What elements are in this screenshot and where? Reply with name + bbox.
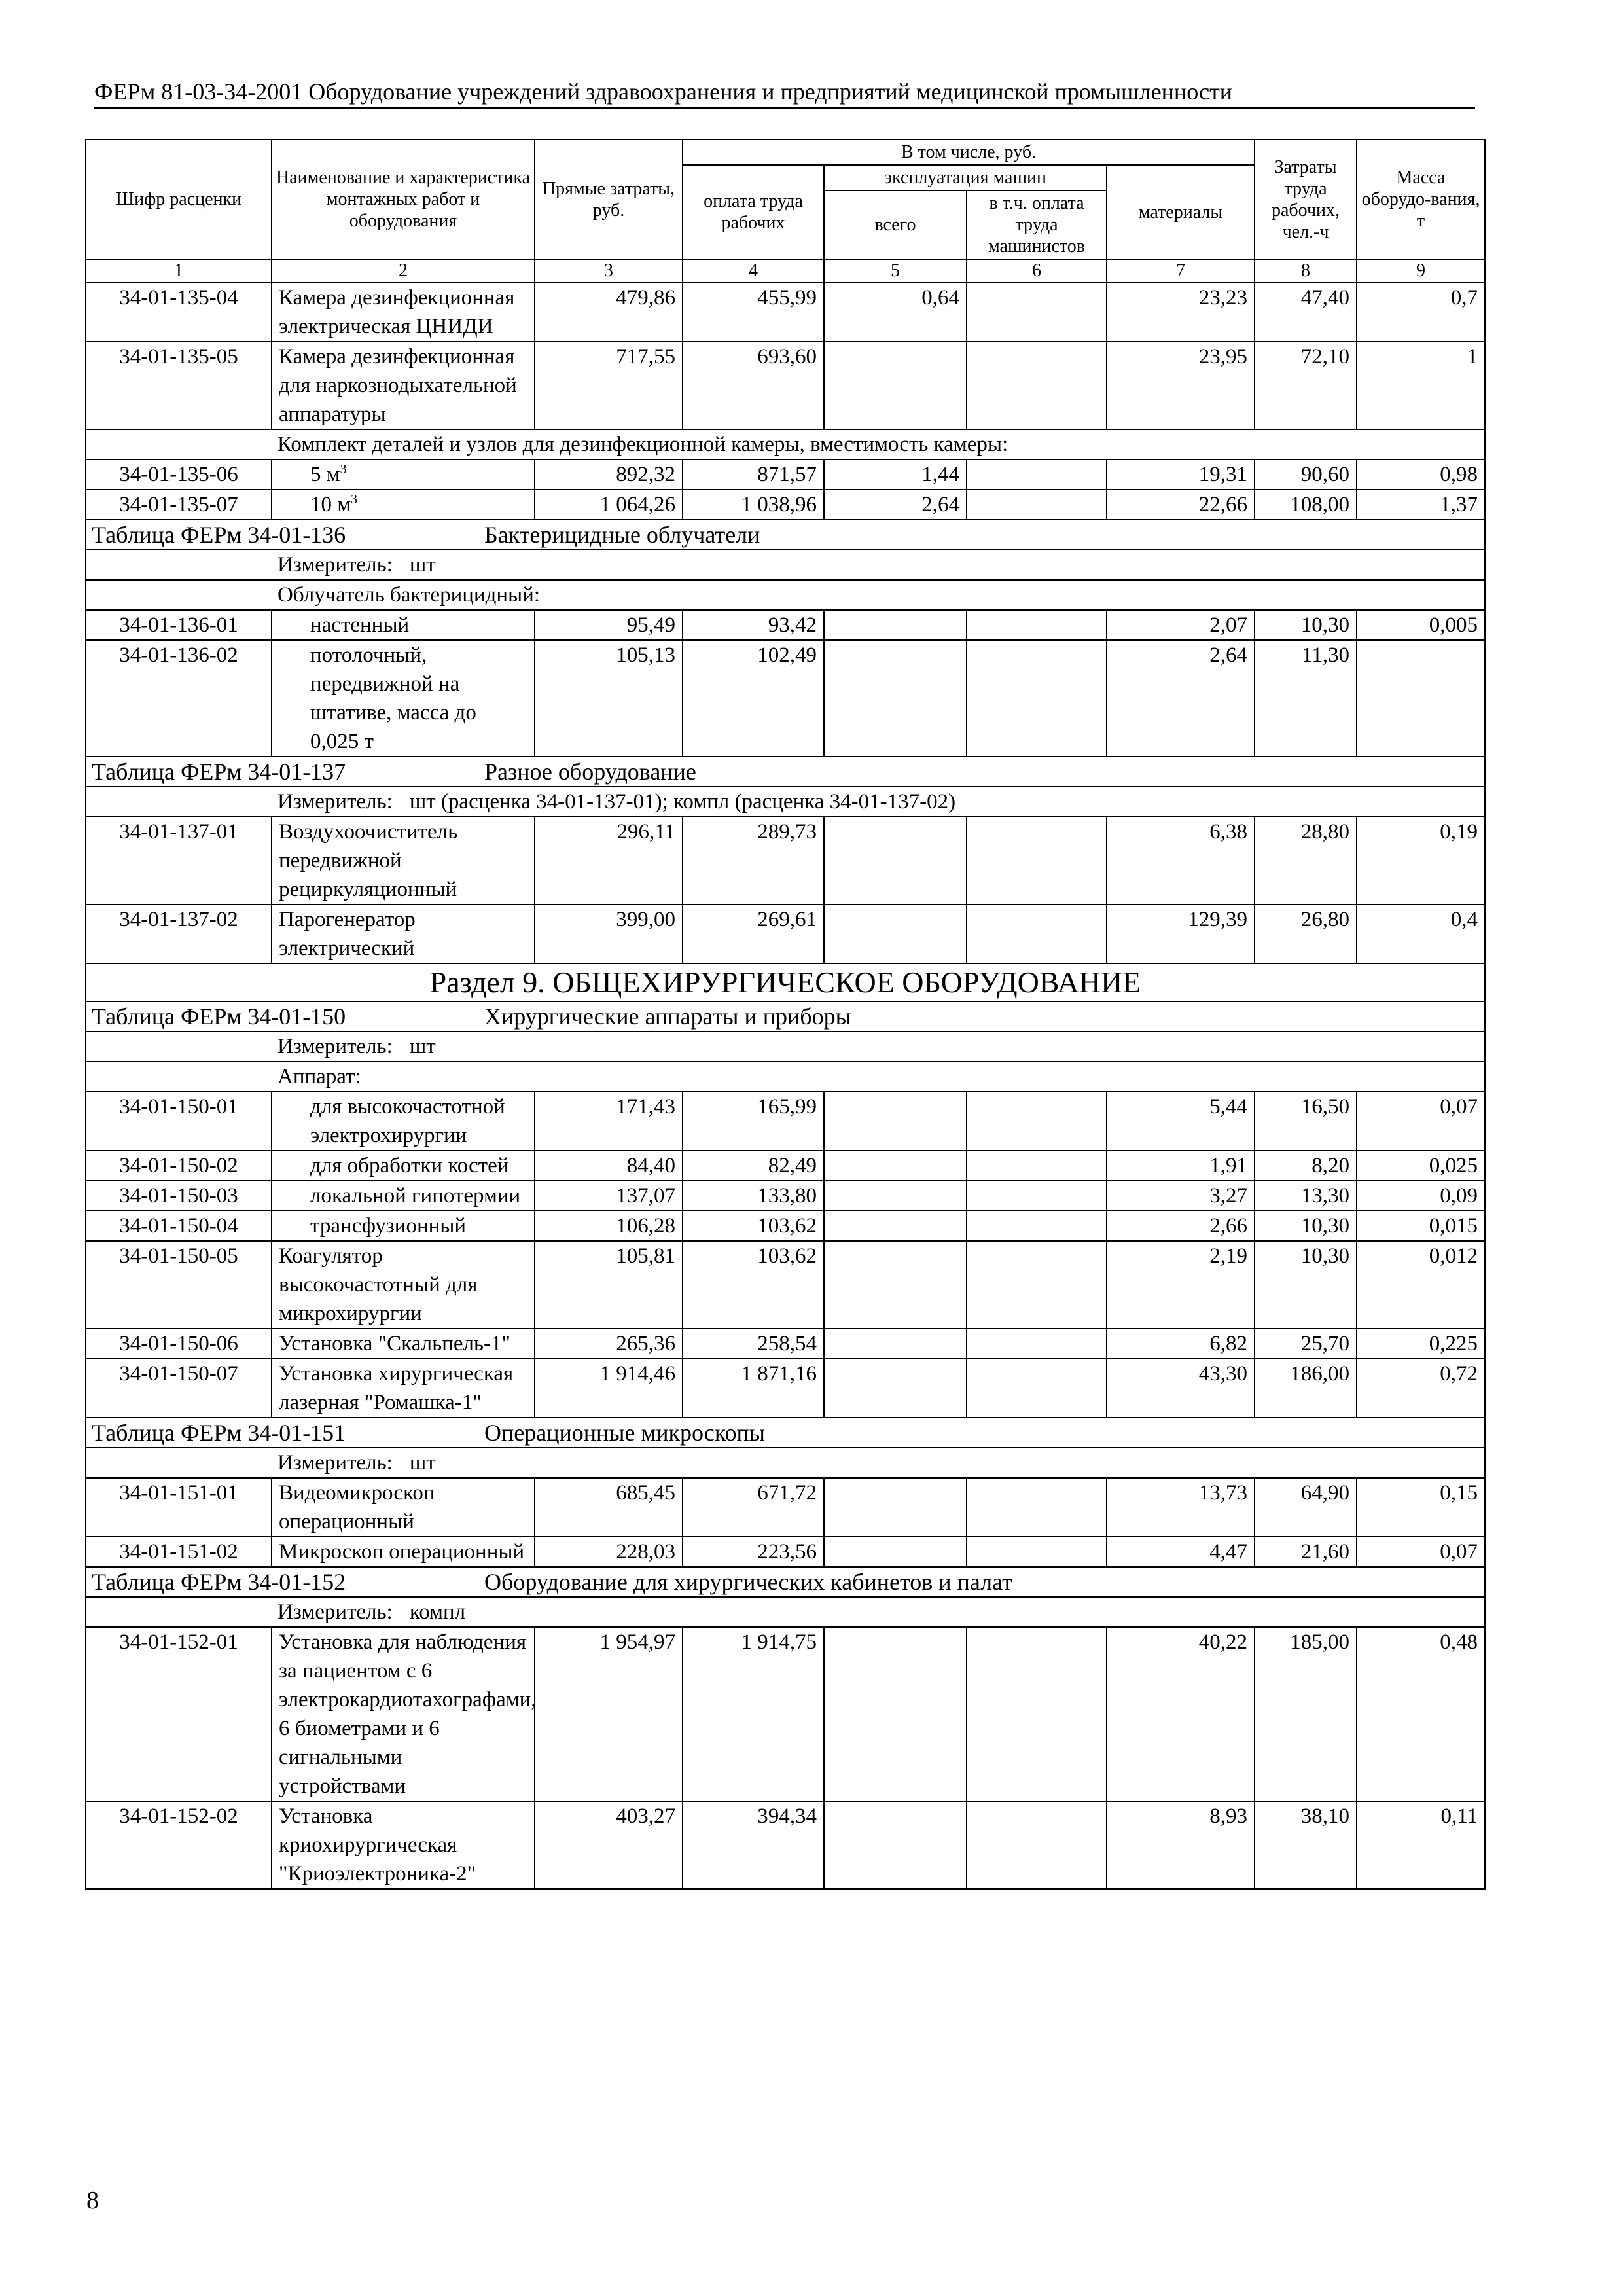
machines-total [824, 1537, 967, 1567]
rate-code: 34-01-150-03 [86, 1181, 272, 1211]
direct-cost: 296,11 [535, 817, 683, 905]
rates-table [85, 139, 1486, 1890]
materials: 3,27 [1107, 1181, 1255, 1211]
mass [1357, 640, 1485, 757]
machines-total [824, 1211, 967, 1241]
rate-code: 34-01-151-02 [86, 1537, 272, 1567]
work-name-text: 5 м [310, 463, 340, 486]
table-code: Таблица ФЕРм 34-01-150 [92, 1003, 346, 1030]
labor-pay: 455,99 [683, 283, 824, 342]
machines-total [824, 1181, 967, 1211]
measure-row [86, 1448, 1485, 1478]
machines-total: 1,44 [824, 459, 967, 490]
measure [86, 1448, 1485, 1478]
table-row [86, 490, 1485, 520]
direct-cost: 892,32 [535, 459, 683, 490]
labor-cost: 16,50 [1255, 1092, 1357, 1151]
table-code: Таблица ФЕРм 34-01-137 [92, 759, 346, 785]
direct-cost: 171,43 [535, 1092, 683, 1151]
machinists-pay [967, 1181, 1107, 1211]
rate-code: 34-01-152-01 [86, 1627, 272, 1801]
machinists-pay [967, 1241, 1107, 1329]
col-header-labor-pay: оплата труда рабочих [683, 165, 824, 259]
rate-code: 34-01-150-07 [86, 1359, 272, 1418]
table-name: Хирургические аппараты и приборы [484, 1003, 851, 1030]
col-header-materials: материалы [1107, 165, 1255, 259]
labor-pay: 133,80 [683, 1181, 824, 1211]
section-row [86, 963, 1485, 1001]
mass: 1 [1357, 342, 1485, 429]
direct-cost: 105,81 [535, 1241, 683, 1329]
column-number: 8 [1255, 259, 1357, 283]
table-row [86, 1537, 1485, 1567]
work-name: Установка для наблюдения за пациентом с 6 электрокардиотахографами, 6 биометрами и 6 сигнальными устройствами [272, 1627, 535, 1801]
labor-cost: 21,60 [1255, 1537, 1357, 1567]
direct-cost: 228,03 [535, 1537, 683, 1567]
mass: 0,012 [1357, 1241, 1485, 1329]
table-row [86, 1092, 1485, 1151]
labor-cost: 108,00 [1255, 490, 1357, 520]
col-header-direct: Прямые затраты, руб. [535, 139, 683, 259]
rate-code: 34-01-150-04 [86, 1211, 272, 1241]
measure-row [86, 1597, 1485, 1627]
mass: 0,07 [1357, 1537, 1485, 1567]
table-row [86, 1359, 1485, 1418]
table-row [86, 459, 1485, 490]
mass: 0,19 [1357, 817, 1485, 905]
table-row [86, 817, 1485, 905]
materials: 4,47 [1107, 1537, 1255, 1567]
materials: 6,82 [1107, 1329, 1255, 1359]
labor-cost: 186,00 [1255, 1359, 1357, 1418]
machinists-pay [967, 905, 1107, 963]
measure-value: шт [409, 1035, 436, 1058]
mass: 0,15 [1357, 1478, 1485, 1537]
direct-cost: 106,28 [535, 1211, 683, 1241]
table-code: Таблица ФЕРм 34-01-136 [92, 522, 346, 548]
table-title-row [86, 520, 1485, 550]
labor-pay: 693,60 [683, 342, 824, 429]
table-row [86, 342, 1485, 429]
machines-total [824, 1359, 967, 1418]
direct-cost: 95,49 [535, 610, 683, 640]
materials: 2,07 [1107, 610, 1255, 640]
measure [86, 787, 1485, 817]
measure-value: шт [409, 553, 436, 577]
table-row [86, 1478, 1485, 1537]
table-name: Оборудование для хирургических кабинетов и палат [484, 1569, 1012, 1595]
unit-superscript: 3 [351, 492, 358, 507]
rate-code: 34-01-152-02 [86, 1801, 272, 1889]
labor-cost: 10,30 [1255, 1241, 1357, 1329]
measure [86, 1597, 1485, 1627]
table-name: Бактерицидные облучатели [484, 522, 760, 548]
materials: 129,39 [1107, 905, 1255, 963]
work-name: для обработки костей [272, 1151, 535, 1181]
work-name: Видеомикроскоп операционный [272, 1478, 535, 1537]
machines-total [824, 1478, 967, 1537]
table-row [86, 610, 1485, 640]
col-header-machinists-pay: в т.ч. оплата труда машинистов [967, 190, 1107, 259]
labor-cost: 10,30 [1255, 610, 1357, 640]
rate-code: 34-01-135-07 [86, 490, 272, 520]
machinists-pay [967, 1211, 1107, 1241]
table-row [86, 1181, 1485, 1211]
machinists-pay [967, 1801, 1107, 1889]
machines-total [824, 1801, 967, 1889]
mass: 0,225 [1357, 1329, 1485, 1359]
work-name: Коагулятор высокочастотный для микрохирургии [272, 1241, 535, 1329]
table-row [86, 283, 1485, 342]
machinists-pay [967, 1092, 1107, 1151]
col-header-machines-total: всего [824, 190, 967, 259]
machinists-pay [967, 1151, 1107, 1181]
rate-code: 34-01-136-02 [86, 640, 272, 757]
measure-label: Измеритель: [277, 553, 393, 577]
rate-code: 34-01-151-01 [86, 1478, 272, 1537]
work-name [272, 459, 535, 490]
mass: 0,48 [1357, 1627, 1485, 1801]
machinists-pay [967, 342, 1107, 429]
rate-code: 34-01-135-06 [86, 459, 272, 490]
labor-cost: 28,80 [1255, 817, 1357, 905]
machines-total [824, 1329, 967, 1359]
labor-pay: 103,62 [683, 1211, 824, 1241]
work-name [272, 490, 535, 520]
column-number: 5 [824, 259, 967, 283]
column-number: 6 [967, 259, 1107, 283]
mass: 0,4 [1357, 905, 1485, 963]
machines-total: 2,64 [824, 490, 967, 520]
rate-code: 34-01-150-02 [86, 1151, 272, 1181]
labor-cost: 11,30 [1255, 640, 1357, 757]
work-name: Микроскоп операционный [272, 1537, 535, 1567]
table-row [86, 905, 1485, 963]
table-code: Таблица ФЕРм 34-01-151 [92, 1420, 346, 1446]
work-name: локальной гипотермии [272, 1181, 535, 1211]
measure-label: Измеритель: [277, 1035, 393, 1058]
direct-cost: 105,13 [535, 640, 683, 757]
work-name: Парогенератор электрический [272, 905, 535, 963]
materials: 23,95 [1107, 342, 1255, 429]
materials: 19,31 [1107, 459, 1255, 490]
subgroup-row [86, 580, 1485, 610]
table-name: Операционные микроскопы [484, 1420, 765, 1446]
mass: 0,015 [1357, 1211, 1485, 1241]
column-number: 3 [535, 259, 683, 283]
column-number: 7 [1107, 259, 1255, 283]
work-name: для высокочастотной электрохирургии [272, 1092, 535, 1151]
rate-code: 34-01-137-01 [86, 817, 272, 905]
measure-label: Измеритель: [277, 790, 393, 814]
table-row [86, 1627, 1485, 1801]
labor-pay: 223,56 [683, 1537, 824, 1567]
subgroup-row [86, 1062, 1485, 1092]
labor-pay: 1 871,16 [683, 1359, 824, 1418]
table-code: Таблица ФЕРм 34-01-152 [92, 1569, 346, 1595]
table-title [86, 1567, 1485, 1597]
labor-cost: 47,40 [1255, 283, 1357, 342]
col-header-code: Шифр расценки [86, 139, 272, 259]
labor-pay: 165,99 [683, 1092, 824, 1151]
materials: 13,73 [1107, 1478, 1255, 1537]
machinists-pay [967, 1537, 1107, 1567]
work-name: Установка "Скальпель-1" [272, 1329, 535, 1359]
labor-pay: 394,34 [683, 1801, 824, 1889]
table-row [86, 640, 1485, 757]
machines-total [824, 1092, 967, 1151]
machines-total [824, 905, 967, 963]
work-name: Камера дезинфекционная для наркознодыхательной аппаратуры [272, 342, 535, 429]
column-number: 1 [86, 259, 272, 283]
work-name: Установка хирургическая лазерная "Ромашка-1" [272, 1359, 535, 1418]
mass: 0,7 [1357, 283, 1485, 342]
machines-total [824, 640, 967, 757]
machines-total [824, 1627, 967, 1801]
direct-cost: 1 064,26 [535, 490, 683, 520]
labor-pay: 258,54 [683, 1329, 824, 1359]
rate-code: 34-01-135-05 [86, 342, 272, 429]
materials: 1,91 [1107, 1151, 1255, 1181]
col-header-name: Наименование и характеристика монтажных работ и оборудования [272, 139, 535, 259]
labor-pay: 93,42 [683, 610, 824, 640]
section-title: Раздел 9. ОБЩЕХИРУРГИЧЕСКОЕ ОБОРУДОВАНИЕ [86, 963, 1485, 1001]
machines-total [824, 817, 967, 905]
mass: 0,98 [1357, 459, 1485, 490]
table-row [86, 1211, 1485, 1241]
labor-pay: 1 914,75 [683, 1627, 824, 1801]
measure-value: шт [409, 1451, 436, 1475]
machinists-pay [967, 490, 1107, 520]
labor-cost: 8,20 [1255, 1151, 1357, 1181]
labor-pay: 103,62 [683, 1241, 824, 1329]
mass: 0,72 [1357, 1359, 1485, 1418]
machines-total [824, 342, 967, 429]
materials: 2,19 [1107, 1241, 1255, 1329]
measure-label: Измеритель: [277, 1600, 393, 1624]
table-title [86, 520, 1485, 550]
machinists-pay [967, 640, 1107, 757]
labor-pay: 82,49 [683, 1151, 824, 1181]
col-header-labor-cost: Затраты труда рабочих, чел.-ч [1255, 139, 1357, 259]
materials: 43,30 [1107, 1359, 1255, 1418]
table-row [86, 1801, 1485, 1889]
labor-cost: 64,90 [1255, 1478, 1357, 1537]
table-row [86, 1329, 1485, 1359]
machines-total: 0,64 [824, 283, 967, 342]
subgroup-label: Облучатель бактерицидный: [86, 580, 1485, 610]
materials: 5,44 [1107, 1092, 1255, 1151]
rate-code: 34-01-136-01 [86, 610, 272, 640]
column-number: 4 [683, 259, 824, 283]
labor-pay: 871,57 [683, 459, 824, 490]
table-title-row [86, 1567, 1485, 1597]
direct-cost: 84,40 [535, 1151, 683, 1181]
direct-cost: 403,27 [535, 1801, 683, 1889]
table-title-row [86, 1418, 1485, 1448]
work-name: Установка криохирургическая "Криоэлектроника-2" [272, 1801, 535, 1889]
work-name-text: 10 м [310, 493, 351, 516]
table-row [86, 1151, 1485, 1181]
machinists-pay [967, 1627, 1107, 1801]
subgroup-row [86, 429, 1485, 459]
labor-cost: 25,70 [1255, 1329, 1357, 1359]
subgroup-label: Комплект деталей и узлов для дезинфекционной камеры, вместимость камеры: [86, 429, 1485, 459]
materials: 2,66 [1107, 1211, 1255, 1241]
direct-cost: 137,07 [535, 1181, 683, 1211]
table-row [86, 1241, 1485, 1329]
labor-cost: 90,60 [1255, 459, 1357, 490]
page-header: ФЕРм 81-03-34-2001 Оборудование учреждений здравоохранения и предприятий медицинской промышленности [94, 77, 1475, 109]
measure-value: компл [409, 1600, 466, 1624]
labor-cost: 26,80 [1255, 905, 1357, 963]
measure-row [86, 787, 1485, 817]
labor-cost: 185,00 [1255, 1627, 1357, 1801]
direct-cost: 1 954,97 [535, 1627, 683, 1801]
labor-pay: 671,72 [683, 1478, 824, 1537]
column-number: 2 [272, 259, 535, 283]
column-number: 9 [1357, 259, 1485, 283]
labor-pay: 102,49 [683, 640, 824, 757]
mass: 0,005 [1357, 610, 1485, 640]
work-name: трансфузионный [272, 1211, 535, 1241]
machinists-pay [967, 1478, 1107, 1537]
materials: 2,64 [1107, 640, 1255, 757]
measure [86, 1031, 1485, 1062]
labor-cost: 72,10 [1255, 342, 1357, 429]
direct-cost: 717,55 [535, 342, 683, 429]
col-header-incl: В том числе, руб. [683, 139, 1255, 165]
machinists-pay [967, 283, 1107, 342]
materials: 23,23 [1107, 283, 1255, 342]
column-numbers-row [86, 259, 1485, 283]
machinists-pay [967, 1359, 1107, 1418]
machines-total [824, 610, 967, 640]
measure-value: шт (расценка 34-01-137-01); компл (расценка 34-01-137-02) [409, 790, 956, 814]
subgroup-label: Аппарат: [86, 1062, 1485, 1092]
labor-pay: 289,73 [683, 817, 824, 905]
mass: 0,09 [1357, 1181, 1485, 1211]
table-title-row [86, 757, 1485, 787]
machinists-pay [967, 459, 1107, 490]
table-name: Разное оборудование [484, 759, 696, 785]
measure-row [86, 550, 1485, 580]
labor-cost: 38,10 [1255, 1801, 1357, 1889]
direct-cost: 685,45 [535, 1478, 683, 1537]
work-name: Воздухоочиститель передвижной рециркуляционный [272, 817, 535, 905]
mass: 0,11 [1357, 1801, 1485, 1889]
rate-code: 34-01-150-05 [86, 1241, 272, 1329]
machines-total [824, 1151, 967, 1181]
work-name: потолочный, передвижной на штативе, масса до 0,025 т [272, 640, 535, 757]
machinists-pay [967, 1329, 1107, 1359]
materials: 40,22 [1107, 1627, 1255, 1801]
mass: 0,025 [1357, 1151, 1485, 1181]
materials: 22,66 [1107, 490, 1255, 520]
work-name: Камера дезинфекционная электрическая ЦНИДИ [272, 283, 535, 342]
labor-pay: 1 038,96 [683, 490, 824, 520]
table-title [86, 1001, 1485, 1031]
mass: 1,37 [1357, 490, 1485, 520]
mass: 0,07 [1357, 1092, 1485, 1151]
table-title-row [86, 1001, 1485, 1031]
rate-code: 34-01-135-04 [86, 283, 272, 342]
direct-cost: 265,36 [535, 1329, 683, 1359]
labor-cost: 13,30 [1255, 1181, 1357, 1211]
materials: 8,93 [1107, 1801, 1255, 1889]
machinists-pay [967, 610, 1107, 640]
rate-code: 34-01-150-01 [86, 1092, 272, 1151]
rate-code: 34-01-150-06 [86, 1329, 272, 1359]
machinists-pay [967, 817, 1107, 905]
table-title [86, 757, 1485, 787]
table-title [86, 1418, 1485, 1448]
labor-cost: 10,30 [1255, 1211, 1357, 1241]
col-header-mass: Масса оборудо-вания, т [1357, 139, 1485, 259]
direct-cost: 1 914,46 [535, 1359, 683, 1418]
unit-superscript: 3 [340, 462, 347, 476]
labor-pay: 269,61 [683, 905, 824, 963]
rate-code: 34-01-137-02 [86, 905, 272, 963]
direct-cost: 479,86 [535, 283, 683, 342]
measure-row [86, 1031, 1485, 1062]
measure [86, 550, 1485, 580]
work-name: настенный [272, 610, 535, 640]
page-number: 8 [86, 2187, 99, 2214]
materials: 6,38 [1107, 817, 1255, 905]
machines-total [824, 1241, 967, 1329]
col-header-machines: эксплуатация машин [824, 165, 1107, 190]
measure-label: Измеритель: [277, 1451, 393, 1475]
direct-cost: 399,00 [535, 905, 683, 963]
